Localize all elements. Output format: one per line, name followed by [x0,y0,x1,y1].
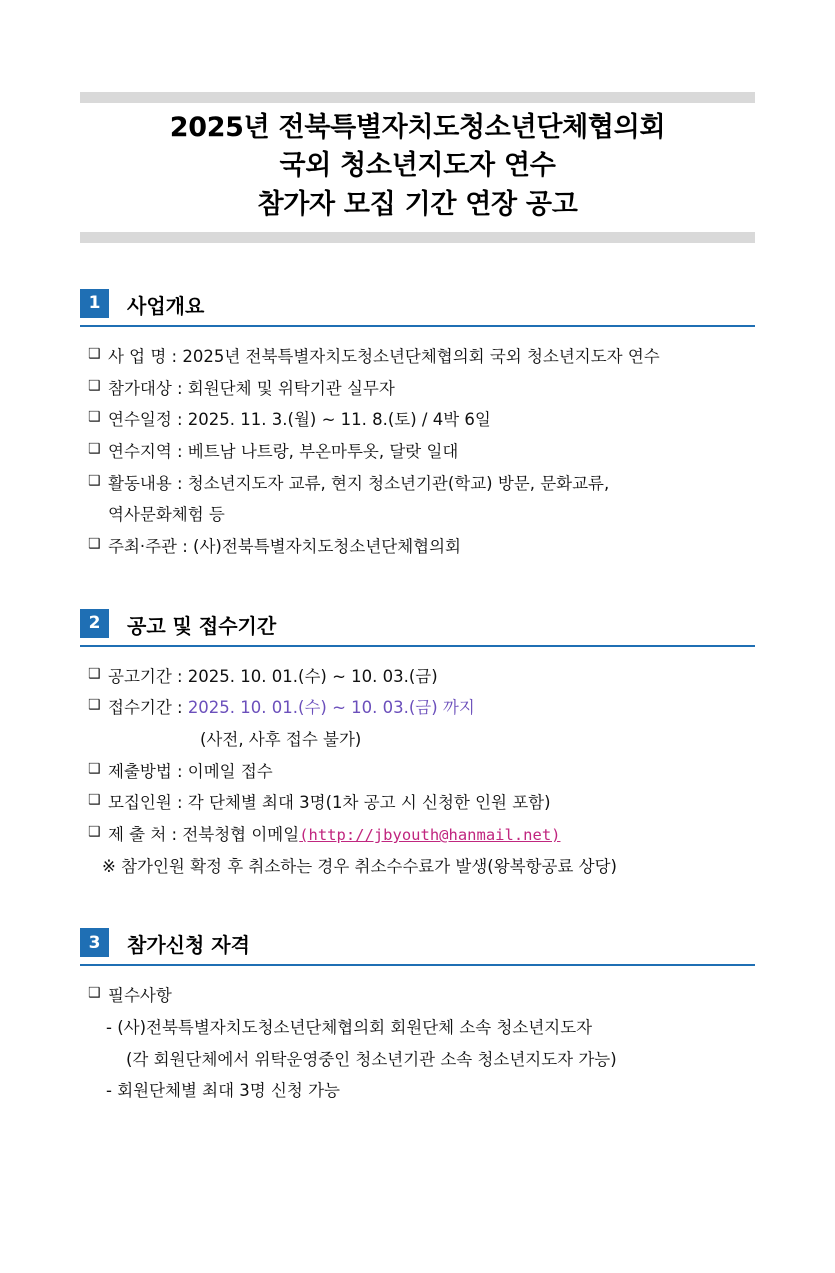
section-1-title: 사업개요 [127,293,205,318]
title-top-rule [80,92,755,103]
list-item-continuation: 역사문화체험 등 [108,505,225,525]
bullet-icon: ❑ [88,665,101,682]
list-item-text: 사 업 명 : 2025년 전북특별자치도청소년단체협의회 국외 청소년지도자 연수 [108,346,660,366]
document-page [0,92,835,1273]
list-item-text: 주최·주관 : (사)전북특별자치도청소년단체협의회 [108,537,461,557]
list-item-text [108,819,755,851]
section-3-body [80,980,755,1107]
application-period-value: 2025. 10. 01.(수) ~ 10. 03.(금) 까지 [187,698,475,718]
section-2-body [80,661,755,883]
list-item [80,756,755,788]
list-item-submission-email [80,819,755,851]
list-item-text: 공고기간 : 2025. 10. 01.(수) ~ 10. 03.(금) [108,666,438,686]
email-link[interactable]: (http://jbyouth@hanmail.net) [299,826,561,845]
list-item [80,980,755,1012]
bullet-icon: ❑ [88,345,101,362]
list-item-application-period [80,692,755,724]
list-item-text: 연수일정 : 2025. 11. 3.(월) ~ 11. 8.(토) / 4박 6일 [108,410,491,430]
list-item [80,531,755,563]
section-3-number: 3 [80,928,109,957]
section-1-number: 1 [80,289,109,318]
list-item [80,373,755,405]
bullet-icon: ❑ [88,985,101,1002]
title-bottom-rule [80,232,755,243]
section-2-header [80,609,755,638]
bullet-icon: ❑ [88,409,101,426]
section-1-rule [80,325,755,327]
bullet-icon: ❑ [88,760,101,777]
section-3-rule [80,964,755,966]
list-item-continuation: (사전, 사후 접수 불가) [200,730,362,750]
list-item-text: 필수사항 [108,986,172,1006]
list-item-text: 연수지역 : 베트남 나트랑, 부온마투옷, 달랏 일대 [108,442,459,461]
bullet-icon: ❑ [88,697,101,714]
list-item [80,661,755,693]
bullet-icon: ❑ [88,441,101,457]
bullet-icon: ❑ [88,792,101,809]
section-2-number: 2 [80,609,109,638]
cancellation-note: ※ 참가인원 확정 후 취소하는 경우 취소수수료가 발생(왕복항공료 상당) [102,856,617,876]
section-3-title: 참가신청 자격 [127,933,250,958]
list-item [80,436,755,468]
bullet-icon: ❑ [88,824,101,841]
list-item-text: 활동내용 : 청소년지도자 교류, 현지 청소년기관(학교) 방문, 문화교류, [108,473,610,493]
section-1-body [80,341,755,563]
section-1-header [80,289,755,318]
list-item-text: 참가대상 : 회원단체 및 위탁기관 실무자 [108,378,395,398]
section-2-rule [80,645,755,647]
title-line-3: 참가자 모집 기간 연장 공고 [257,188,578,220]
section-eligibility [80,928,755,1107]
submission-label: 제 출 처 : 전북청협 이메일 [108,825,300,845]
title-line-1: 2025년 전북특별자치도청소년단체협의회 [169,112,666,143]
title-line-2: 국외 청소년지도자 연수 [279,150,556,182]
section-3-header [80,928,755,957]
bullet-icon: ❑ [88,377,101,394]
list-item-text: 제출방법 : 이메일 접수 [108,761,273,781]
sub-list-item: - 회원단체별 최대 3명 신청 가능 [106,1081,340,1101]
list-item [80,404,755,436]
application-period-label: 접수기간 : [108,698,188,718]
section-2-title: 공고 및 접수기간 [127,613,277,638]
sub-list-item-continuation: (각 회원단체에서 위탁운영중인 청소년기관 소속 청소년지도자 가능) [126,1049,617,1069]
list-item [80,787,755,819]
sub-list-item: - (사)전북특별자치도청소년단체협의회 회원단체 소속 청소년지도자 [106,1018,593,1038]
title-text-group [80,103,755,226]
section-business-overview [80,289,755,563]
bullet-icon: ❑ [88,536,101,553]
list-item-text: 모집인원 : 각 단체별 최대 3명(1차 공고 시 신청한 인원 포함) [108,793,551,813]
list-item [80,468,755,500]
section-notice-and-application-period [80,609,755,883]
list-item-text [108,692,755,724]
document-title-block [80,92,755,243]
bullet-icon: ❑ [88,472,101,489]
list-item [80,341,755,373]
